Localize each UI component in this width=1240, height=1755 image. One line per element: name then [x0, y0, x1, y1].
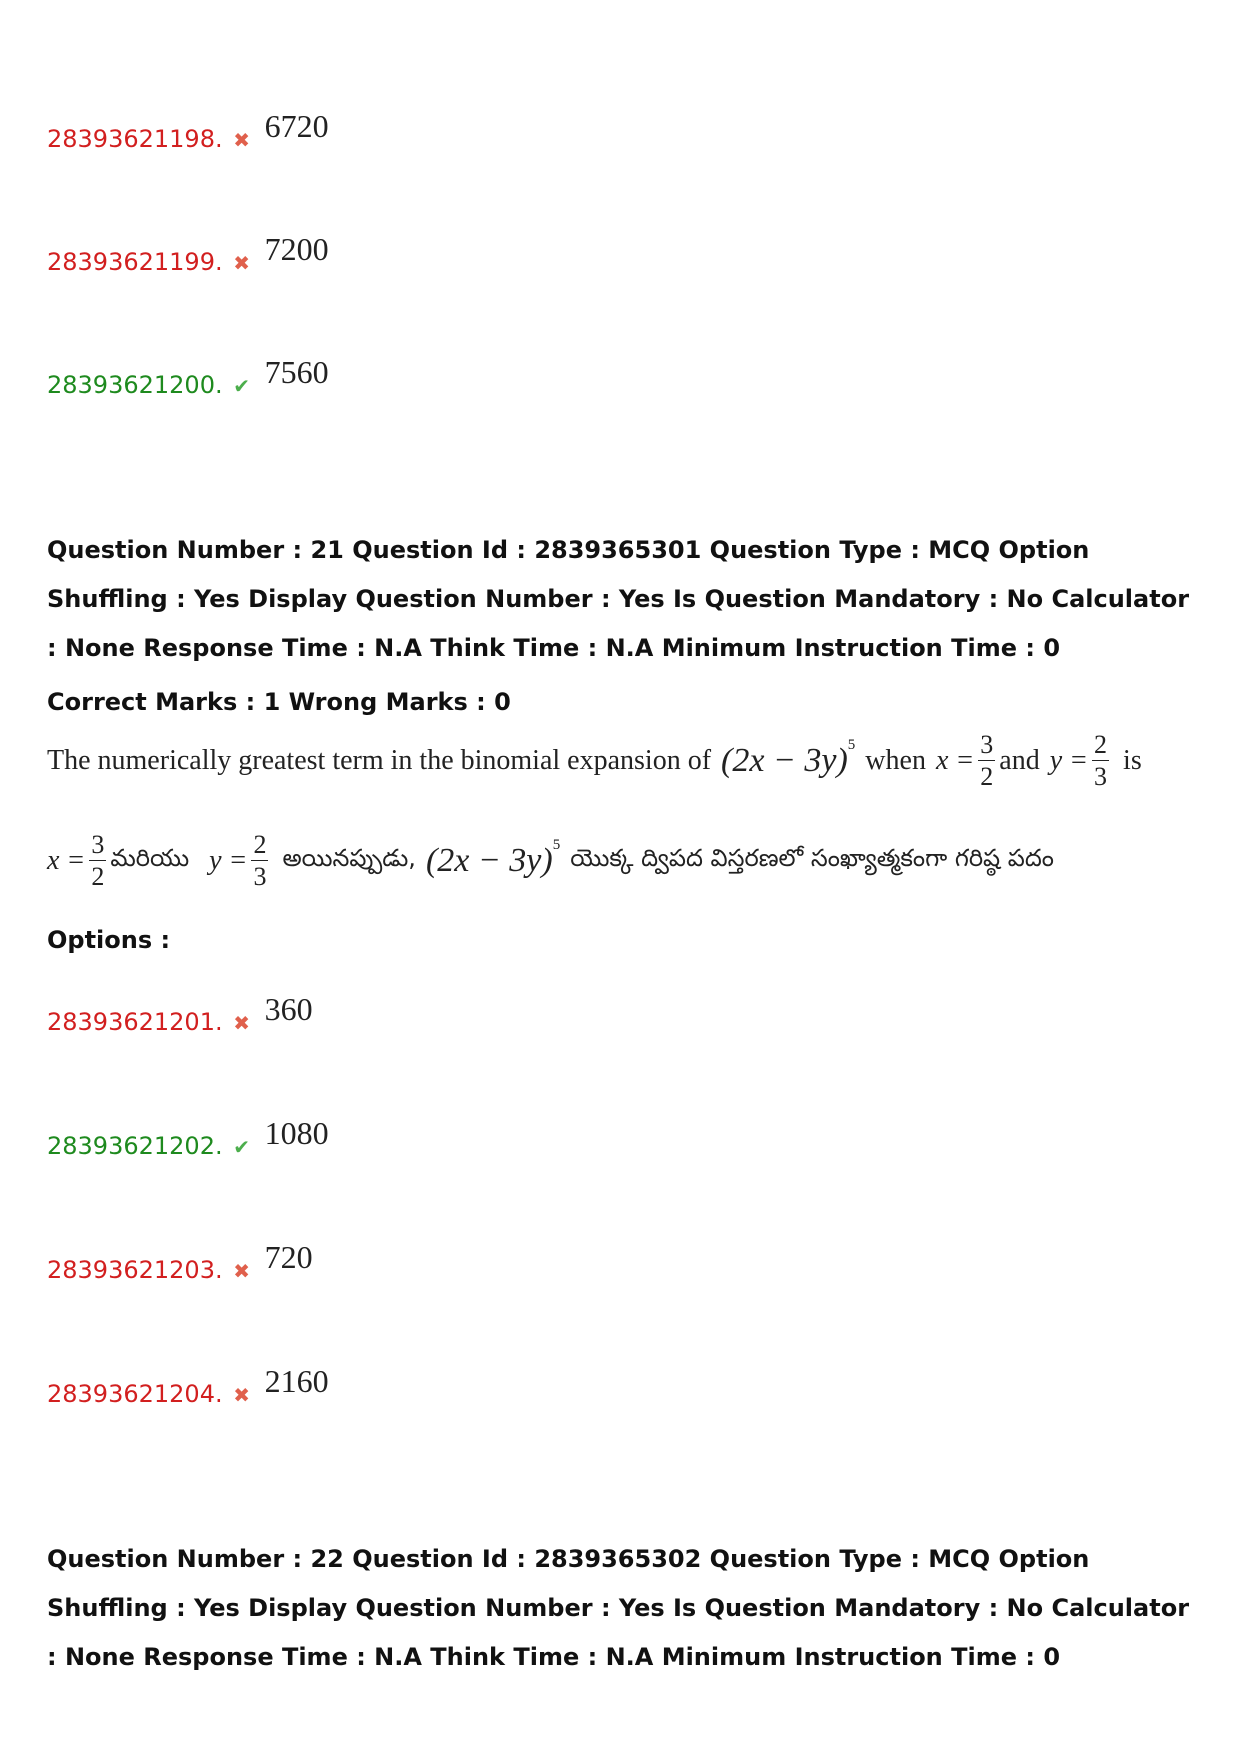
option-id: 28393621201.	[47, 1008, 223, 1036]
math-expression: (2x − 3y)	[425, 842, 553, 879]
cross-icon: ✖	[233, 1259, 250, 1283]
telugu-when: అయినప్పుడు,	[282, 844, 416, 872]
y-equals: y =	[209, 845, 248, 876]
cross-icon: ✖	[233, 251, 250, 275]
options-label: Options :	[47, 926, 171, 954]
question-meta: Question Number : 22 Question Id : 2839365302 Question Type : MCQ Option Shuffling : Yes Display Question Number : Yes Is Question Mandatory : No Calculator : None Response Time : N.A Think Time : N.A Minimum Instruction Time : 0	[47, 1545, 1190, 1671]
x-equals: x =	[47, 845, 86, 876]
question-lead: The numerically greatest term in the binomial expansion of	[47, 745, 712, 776]
cross-icon: ✖	[233, 128, 250, 152]
option-row	[47, 1239, 313, 1286]
option-value: 1080	[264, 1115, 329, 1151]
question-text-telugu	[47, 832, 1054, 890]
option-id: 28393621198.	[47, 125, 223, 153]
x-fraction: $\frac{3}{2}$	[980, 730, 994, 791]
question-meta: Question Number : 21 Question Id : 2839365301 Question Type : MCQ Option Shuffling : Yes Display Question Number : Yes Is Question Mandatory : No Calculator : None Response Time : N.A Think Time : N.A Minimum Instruction Time : 0	[47, 536, 1190, 662]
x-equals: x =	[935, 745, 975, 776]
cross-icon: ✖	[233, 1383, 250, 1407]
option-id: 28393621200.	[47, 371, 223, 399]
question-marks: Correct Marks : 1 Wrong Marks : 0	[47, 688, 511, 716]
cross-icon: ✖	[233, 1011, 250, 1035]
option-id: 28393621202.	[47, 1132, 223, 1160]
option-id: 28393621199.	[47, 248, 223, 276]
option-value: 6720	[264, 108, 329, 144]
question-text-english	[47, 732, 1142, 790]
check-icon: ✔	[233, 1135, 250, 1159]
y-equals: y =	[1049, 745, 1089, 776]
telugu-question-rest: యొక్క ద్విపద విస్తరణలో సంఖ్యాత్మకంగా గరిష్ఠ పదం	[570, 844, 1054, 872]
option-row	[47, 1363, 329, 1410]
is-word: is	[1123, 745, 1142, 776]
y-fraction: $\frac{2}{3}$	[1094, 730, 1108, 791]
when-word: when	[865, 745, 926, 776]
x-fraction: $\frac{3}{2}$	[91, 830, 105, 891]
math-exponent: 5	[847, 736, 856, 753]
option-row	[47, 354, 329, 401]
option-value: 2160	[264, 1363, 329, 1399]
telugu-and: మరియు	[110, 844, 190, 872]
check-icon: ✔	[233, 374, 250, 398]
option-row	[47, 108, 329, 155]
option-value: 360	[264, 991, 313, 1027]
option-id: 28393621203.	[47, 1256, 223, 1284]
option-row	[47, 1115, 329, 1162]
option-row	[47, 231, 329, 278]
y-fraction: $\frac{2}{3}$	[253, 830, 267, 891]
option-row	[47, 991, 313, 1038]
option-value: 7200	[264, 231, 329, 267]
math-exponent: 5	[552, 836, 561, 853]
option-id: 28393621204.	[47, 1380, 223, 1408]
option-value: 7560	[264, 354, 329, 390]
and-word: and	[999, 745, 1040, 776]
option-value: 720	[264, 1239, 313, 1275]
math-expression: (2x − 3y)	[721, 742, 848, 779]
